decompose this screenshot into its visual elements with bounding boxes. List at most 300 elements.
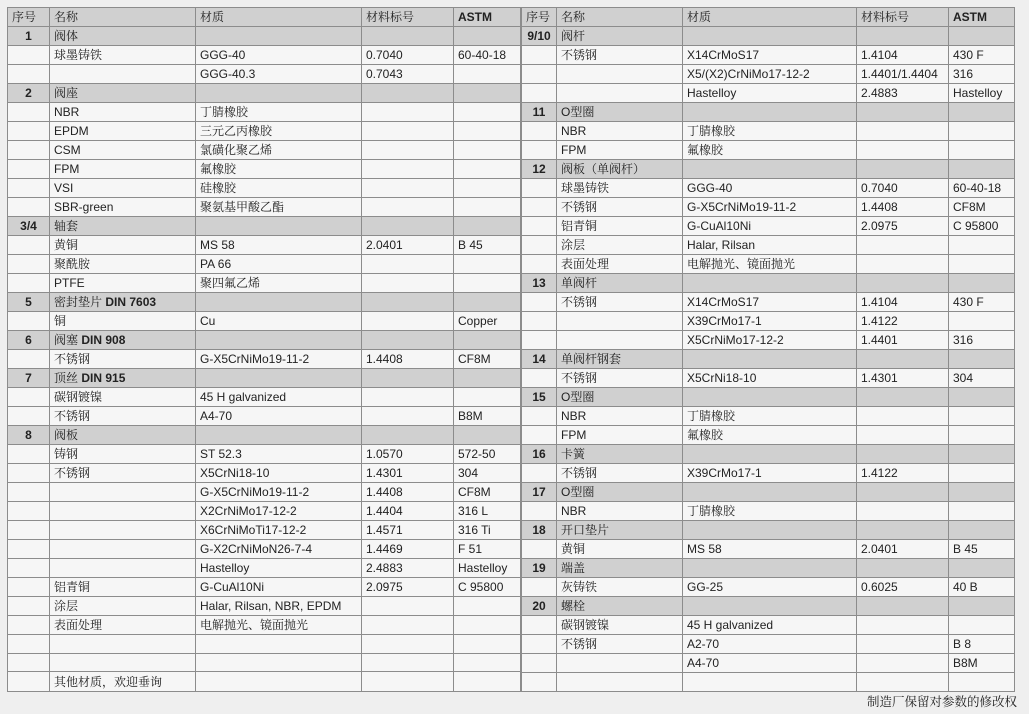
section-material [683, 350, 857, 369]
cell-astm [454, 653, 521, 672]
cell-material-number [362, 122, 454, 141]
cell-no [522, 616, 557, 635]
section-name-text: O型圈 [561, 390, 595, 404]
table-row [522, 84, 1015, 103]
section-name-text: 阀杆 [561, 29, 586, 43]
cell-material: 45 H galvanized [196, 388, 362, 407]
cell-material-number: 1.4408 [857, 198, 949, 217]
cell-material: A2-70 [683, 635, 857, 654]
cell-material: GG-25 [683, 578, 857, 597]
section-row [522, 559, 1015, 578]
section-material-number [857, 274, 949, 293]
table-row [8, 274, 521, 293]
cell-material-number: 2.0401 [362, 236, 454, 255]
table-row [522, 635, 1015, 654]
section-number: 19 [522, 559, 557, 578]
section-material [196, 293, 362, 312]
table-row [522, 236, 1015, 255]
section-material-number [857, 521, 949, 540]
section-row [522, 103, 1015, 122]
section-material [683, 597, 857, 616]
section-number: 1 [8, 27, 50, 46]
cell-material-number [857, 141, 949, 160]
section-number: 8 [8, 426, 50, 445]
section-material [683, 274, 857, 293]
section-material [683, 388, 857, 407]
cell-material-number [362, 179, 454, 198]
cell-no [8, 46, 50, 65]
cell-name: NBR [557, 502, 683, 521]
cell-material-number: 1.4122 [857, 312, 949, 331]
cell-no [8, 635, 50, 654]
section-material-number [857, 160, 949, 179]
cell-material-number [362, 597, 454, 616]
cell-material-number: 2.0975 [857, 217, 949, 236]
cell-astm [949, 464, 1015, 483]
cell-material: 丁腈橡胶 [683, 122, 857, 141]
cell-material: 聚四氟乙烯 [196, 274, 362, 293]
cell-material: GGG-40.3 [196, 65, 362, 84]
section-row [522, 597, 1015, 616]
cell-name: NBR [50, 103, 196, 122]
table-row [8, 672, 521, 691]
section-row [8, 369, 521, 388]
table-row [8, 141, 521, 160]
cell-material-number: 2.4883 [857, 84, 949, 103]
cell-astm [949, 141, 1015, 160]
section-name [50, 84, 196, 103]
section-astm [454, 331, 521, 350]
cell-material: MS 58 [196, 236, 362, 255]
cell-name: 不锈钢 [50, 464, 196, 483]
header-row [8, 8, 521, 27]
section-row [522, 27, 1015, 46]
section-name-text: O型圈 [561, 105, 595, 119]
section-row [8, 426, 521, 445]
cell-material [196, 672, 362, 691]
cell-name: 碳钢镀镍 [50, 388, 196, 407]
cell-material: X5CrNi18-10 [196, 464, 362, 483]
section-name-text: 阀座 [54, 86, 79, 100]
cell-no [8, 464, 50, 483]
section-material-number [857, 103, 949, 122]
section-astm [454, 27, 521, 46]
cell-material [196, 653, 362, 672]
section-standard: DIN 915 [81, 371, 126, 385]
table-row [522, 673, 1015, 692]
cell-name: 铜 [50, 312, 196, 331]
cell-name: 涂层 [557, 236, 683, 255]
section-material [196, 426, 362, 445]
cell-name: 黄铜 [50, 236, 196, 255]
cell-astm [454, 141, 521, 160]
cell-name [50, 483, 196, 502]
section-material-number [857, 388, 949, 407]
cell-astm: B 8 [949, 635, 1015, 654]
cell-material: G-X5CrNiMo19-11-2 [683, 198, 857, 217]
section-name [557, 274, 683, 293]
cell-material-number [362, 103, 454, 122]
cell-no [522, 255, 557, 274]
header-astm: ASTM [949, 8, 1015, 27]
cell-no [8, 179, 50, 198]
cell-no [522, 312, 557, 331]
section-name-text: 单阀杆钢套 [561, 352, 622, 366]
cell-astm: B8M [454, 407, 521, 426]
section-material-number [362, 27, 454, 46]
cell-material: X6CrNiMoTi17-12-2 [196, 521, 362, 540]
section-row [8, 84, 521, 103]
cell-material: 电解抛光、镜面抛光 [683, 255, 857, 274]
cell-material-number [362, 388, 454, 407]
cell-material-number: 1.4104 [857, 46, 949, 65]
section-name [557, 388, 683, 407]
cell-material-number: 1.4401 [857, 331, 949, 350]
section-name [50, 27, 196, 46]
section-row [8, 293, 521, 312]
cell-no [8, 141, 50, 160]
cell-material: X5CrNi18-10 [683, 369, 857, 388]
cell-astm: Hastelloy [949, 84, 1015, 103]
cell-name: 铸钢 [50, 445, 196, 464]
section-number: 11 [522, 103, 557, 122]
cell-name: SBR-green [50, 198, 196, 217]
section-row [522, 388, 1015, 407]
table-row [522, 255, 1015, 274]
header-no: 序号 [8, 8, 50, 27]
section-row [8, 331, 521, 350]
section-material-number [362, 369, 454, 388]
cell-astm: 316 L [454, 502, 521, 521]
section-number: 5 [8, 293, 50, 312]
cell-astm [454, 103, 521, 122]
cell-astm: 316 [949, 331, 1015, 350]
table-row [8, 540, 521, 559]
cell-astm: 430 F [949, 46, 1015, 65]
table-row [522, 369, 1015, 388]
table-row [8, 653, 521, 672]
section-name-text: O型圈 [561, 485, 595, 499]
table-row [8, 103, 521, 122]
cell-no [8, 388, 50, 407]
table-row [522, 141, 1015, 160]
table-row [8, 521, 521, 540]
section-number: 6 [8, 331, 50, 350]
section-row [522, 350, 1015, 369]
cell-astm [454, 255, 521, 274]
cell-no [8, 502, 50, 521]
section-name-text: 螺栓 [561, 599, 586, 613]
section-standard: DIN 7603 [105, 295, 157, 309]
cell-no [522, 293, 557, 312]
cell-material-number: 1.4408 [362, 483, 454, 502]
section-astm [949, 559, 1015, 578]
table-row [8, 160, 521, 179]
cell-material-number [857, 407, 949, 426]
cell-astm: F 51 [454, 540, 521, 559]
table-row [8, 597, 521, 616]
cell-astm: 316 Ti [454, 521, 521, 540]
cell-name: 铝青铜 [557, 217, 683, 236]
section-material [196, 369, 362, 388]
cell-no [522, 673, 557, 692]
section-number: 7 [8, 369, 50, 388]
cell-material [683, 673, 857, 692]
cell-material: G-X5CrNiMo19-11-2 [196, 350, 362, 369]
table-row [522, 654, 1015, 673]
cell-name [557, 84, 683, 103]
cell-name [557, 312, 683, 331]
cell-no [8, 653, 50, 672]
cell-astm: 430 F [949, 293, 1015, 312]
cell-material-number [362, 635, 454, 654]
section-astm [454, 369, 521, 388]
cell-name: 不锈钢 [557, 293, 683, 312]
cell-no [522, 236, 557, 255]
materials-table-left [7, 7, 521, 692]
section-material [683, 103, 857, 122]
section-material-number [857, 27, 949, 46]
section-material [683, 445, 857, 464]
table-row [8, 616, 521, 635]
cell-no [522, 84, 557, 103]
cell-material: Hastelloy [196, 559, 362, 578]
section-name [557, 521, 683, 540]
table-row [8, 122, 521, 141]
cell-material: 电解抛光、镜面抛光 [196, 616, 362, 635]
cell-material-number: 1.0570 [362, 445, 454, 464]
cell-no [8, 540, 50, 559]
cell-no [8, 350, 50, 369]
cell-name [557, 654, 683, 673]
cell-material: ST 52.3 [196, 445, 362, 464]
cell-name [50, 521, 196, 540]
cell-astm [949, 236, 1015, 255]
cell-astm [454, 635, 521, 654]
cell-name: EPDM [50, 122, 196, 141]
cell-material: 丁腈橡胶 [683, 407, 857, 426]
cell-no [522, 464, 557, 483]
cell-name: 表面处理 [50, 616, 196, 635]
cell-material: X2CrNiMo17-12-2 [196, 502, 362, 521]
section-material-number [362, 84, 454, 103]
cell-material-number: 1.4104 [857, 293, 949, 312]
cell-material-number: 2.0401 [857, 540, 949, 559]
cell-material: 三元乙丙橡胶 [196, 122, 362, 141]
cell-name [50, 559, 196, 578]
header-row [522, 8, 1015, 27]
cell-astm [454, 160, 521, 179]
cell-material: Hastelloy [683, 84, 857, 103]
cell-no [8, 122, 50, 141]
cell-astm [454, 388, 521, 407]
cell-material: MS 58 [683, 540, 857, 559]
cell-material-number [362, 274, 454, 293]
section-name-text: 端盖 [561, 561, 586, 575]
section-material [196, 217, 362, 236]
table-row [522, 217, 1015, 236]
section-number: 18 [522, 521, 557, 540]
section-name [557, 597, 683, 616]
cell-no [8, 616, 50, 635]
section-material-number [857, 597, 949, 616]
cell-material: Halar, Rilsan [683, 236, 857, 255]
table-row [8, 502, 521, 521]
section-astm [949, 103, 1015, 122]
cell-astm: 40 B [949, 578, 1015, 597]
table-row [8, 46, 521, 65]
section-name-text: 阀塞 [54, 333, 79, 347]
section-astm [454, 217, 521, 236]
cell-no [8, 445, 50, 464]
section-name-text: 卡簧 [561, 447, 586, 461]
cell-name: NBR [557, 122, 683, 141]
cell-astm: CF8M [949, 198, 1015, 217]
table-row [8, 236, 521, 255]
cell-astm [949, 407, 1015, 426]
cell-astm [454, 672, 521, 691]
cell-no [8, 236, 50, 255]
cell-material-number [362, 141, 454, 160]
cell-material-number [362, 653, 454, 672]
cell-astm [949, 122, 1015, 141]
cell-material-number [362, 672, 454, 691]
section-astm [949, 274, 1015, 293]
section-material-number [857, 559, 949, 578]
section-material-number [362, 293, 454, 312]
cell-material-number: 2.4883 [362, 559, 454, 578]
cell-astm: 60-40-18 [454, 46, 521, 65]
cell-material: G-X2CrNiMoN26-7-4 [196, 540, 362, 559]
cell-material: G-CuAl10Ni [683, 217, 857, 236]
table-row [522, 293, 1015, 312]
section-astm [949, 160, 1015, 179]
cell-astm: 60-40-18 [949, 179, 1015, 198]
cell-name [50, 502, 196, 521]
section-number: 13 [522, 274, 557, 293]
section-name [50, 369, 196, 388]
cell-no [522, 502, 557, 521]
cell-material-number: 1.4301 [857, 369, 949, 388]
section-name-text: 轴套 [54, 219, 79, 233]
section-name [557, 103, 683, 122]
table-row [522, 46, 1015, 65]
cell-name: 不锈钢 [50, 350, 196, 369]
table-row [8, 445, 521, 464]
cell-material: 硅橡胶 [196, 179, 362, 198]
section-standard: DIN 908 [81, 333, 126, 347]
cell-no [522, 122, 557, 141]
table-row [522, 616, 1015, 635]
section-name-text: 阀板 [54, 428, 79, 442]
cell-name: 其他材质，欢迎垂询 [50, 672, 196, 691]
table-row [522, 407, 1015, 426]
cell-astm: 304 [454, 464, 521, 483]
table-row [8, 179, 521, 198]
table-row [522, 198, 1015, 217]
cell-no [522, 217, 557, 236]
cell-astm: 304 [949, 369, 1015, 388]
section-number: 15 [522, 388, 557, 407]
cell-no [8, 65, 50, 84]
cell-no [522, 540, 557, 559]
header-material: 材质 [683, 8, 857, 27]
section-number: 14 [522, 350, 557, 369]
section-astm [949, 388, 1015, 407]
cell-material-number [857, 255, 949, 274]
cell-name: CSM [50, 141, 196, 160]
cell-material-number [857, 673, 949, 692]
header-astm: ASTM [454, 8, 521, 27]
cell-astm: CF8M [454, 483, 521, 502]
cell-name: 不锈钢 [557, 635, 683, 654]
cell-astm: B 45 [454, 236, 521, 255]
section-row [522, 274, 1015, 293]
table-row [8, 483, 521, 502]
cell-no [522, 141, 557, 160]
cell-material: 氟橡胶 [196, 160, 362, 179]
cell-astm [454, 179, 521, 198]
cell-no [8, 103, 50, 122]
cell-astm: B 45 [949, 540, 1015, 559]
cell-no [8, 407, 50, 426]
section-astm [949, 483, 1015, 502]
cell-material: A4-70 [683, 654, 857, 673]
cell-astm [949, 312, 1015, 331]
cell-material-number [857, 635, 949, 654]
section-row [8, 217, 521, 236]
cell-material-number: 1.4408 [362, 350, 454, 369]
table-row [8, 350, 521, 369]
cell-name: 涂层 [50, 597, 196, 616]
cell-no [8, 521, 50, 540]
table-row [8, 578, 521, 597]
cell-no [8, 312, 50, 331]
cell-material-number [362, 407, 454, 426]
cell-material-number: 0.7040 [857, 179, 949, 198]
cell-name [50, 65, 196, 84]
cell-no [8, 198, 50, 217]
cell-name [50, 653, 196, 672]
cell-astm [949, 502, 1015, 521]
cell-material: X14CrMoS17 [683, 293, 857, 312]
cell-name [50, 635, 196, 654]
cell-material: 聚氨基甲酸乙酯 [196, 198, 362, 217]
cell-name: NBR [557, 407, 683, 426]
section-astm [454, 293, 521, 312]
materials-table-right [521, 7, 1015, 692]
cell-name [50, 540, 196, 559]
cell-material-number: 1.4401/1.4404 [857, 65, 949, 84]
cell-material: 丁腈橡胶 [196, 103, 362, 122]
cell-material-number: 0.7043 [362, 65, 454, 84]
cell-name: 聚酰胺 [50, 255, 196, 274]
cell-material-number [362, 198, 454, 217]
section-row [522, 445, 1015, 464]
cell-name: 不锈钢 [557, 464, 683, 483]
table-row [522, 312, 1015, 331]
table-row [8, 198, 521, 217]
cell-astm [454, 122, 521, 141]
cell-no [522, 65, 557, 84]
section-name [50, 293, 196, 312]
section-name [557, 350, 683, 369]
cell-astm: CF8M [454, 350, 521, 369]
cell-no [522, 369, 557, 388]
section-number: 20 [522, 597, 557, 616]
table-row [8, 388, 521, 407]
cell-no [8, 597, 50, 616]
